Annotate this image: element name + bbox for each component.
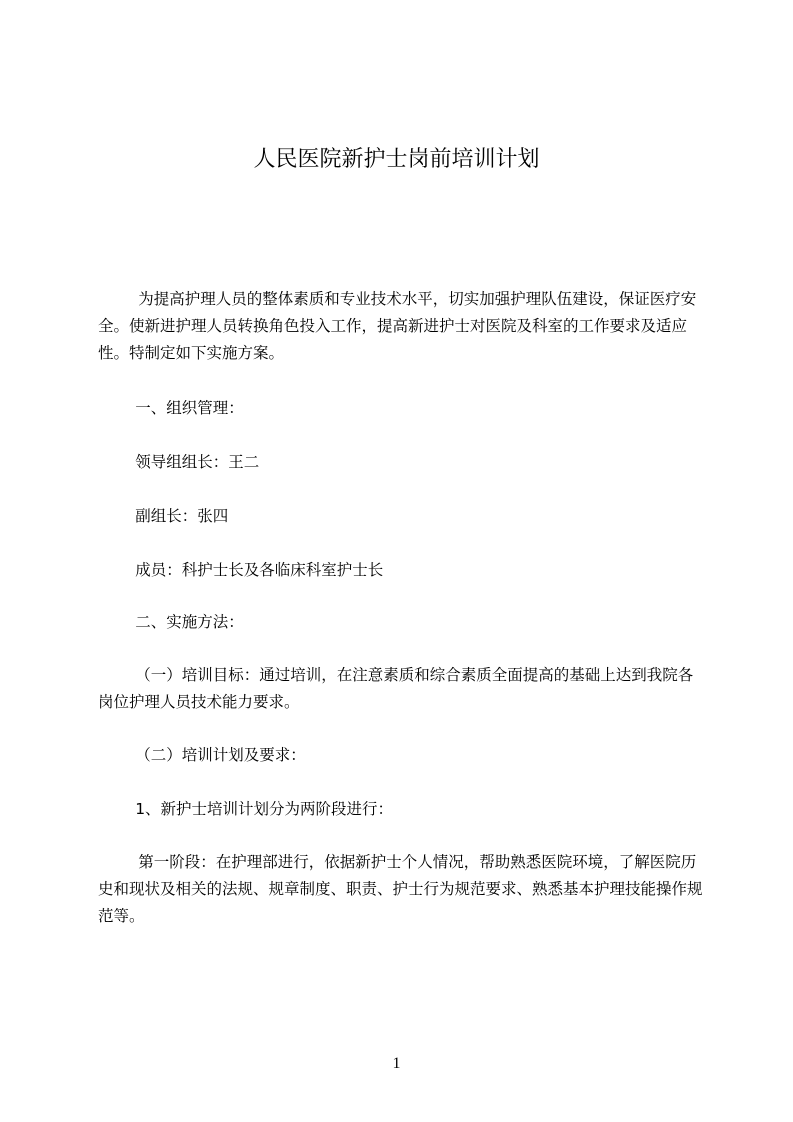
vice-leader-line: 副组长：张四: [135, 507, 229, 525]
intro-paragraph: 为提高护理人员的整体素质和专业技术水平，切实加强护理队伍建设，保证医疗安全。使新进护理人员转换角色投入工作，提高新进护士对医院及科室的工作要求及适应性。特制定如下实施方案。: [98, 290, 697, 362]
stages-intro-line: 1、新护士培训计划分为两阶段进行：: [135, 800, 394, 818]
members-line: 成员：科护士长及各临床科室护士长: [135, 561, 384, 579]
section-heading-organization: 一、组织管理：: [135, 399, 244, 417]
section-heading-methods: 二、实施方法：: [135, 613, 244, 631]
document-title: 人民医院新护士岗前培训计划: [253, 147, 540, 172]
plan-heading: （二）培训计划及要求：: [135, 746, 306, 764]
page-number: 1: [392, 1055, 401, 1072]
stage-one-paragraph: 第一阶段：在护理部进行，依据新护士个人情况，帮助熟悉医院环境，了解医院历史和现状及相关的法规、规章制度、职责、护士行为规范要求、熟悉基本护理技能操作规范等。: [98, 853, 703, 925]
leader-line: 领导组组长：王二: [135, 453, 260, 471]
training-goal-paragraph: （一）培训目标：通过培训，在注意素质和综合素质全面提高的基础上达到我院各岗位护理人员技术能力要求。: [98, 666, 694, 711]
